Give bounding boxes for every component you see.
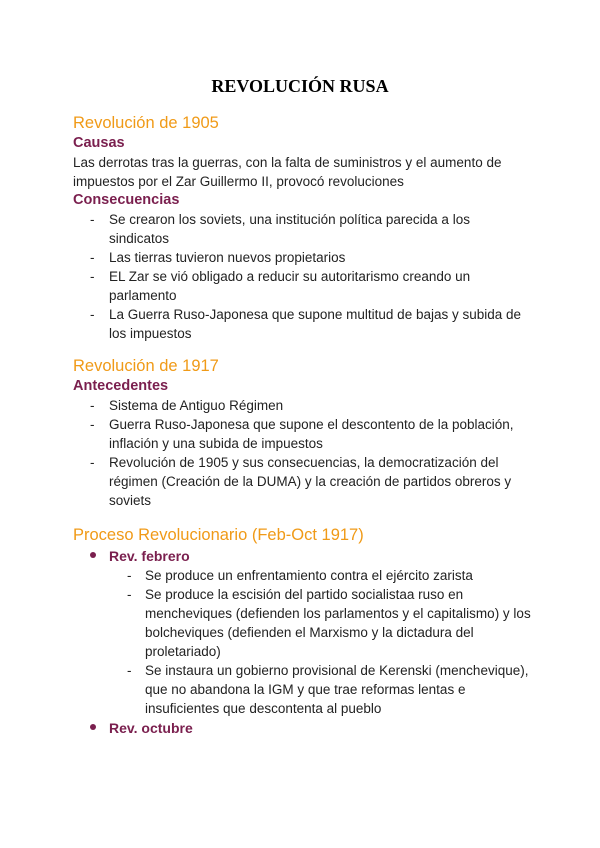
list-item-text: Se instaura un gobierno provisional de Kerenski (menchevique), que no abandona la IGM y que trae reformas lentas e insuficientes que descontenta al pueblo: [145, 663, 529, 716]
list-item: [73, 248, 533, 267]
list-item: [73, 267, 533, 305]
febrero-sublist: [73, 566, 533, 718]
dash-marker: -: [90, 212, 95, 227]
list-item-text: Las tierras tuvieron nuevos propietarios: [109, 250, 346, 265]
dash-marker: -: [127, 587, 132, 602]
list-item: [73, 585, 533, 661]
dash-marker: -: [90, 398, 95, 413]
list-item: [73, 305, 533, 343]
list-item: [73, 566, 533, 585]
antecedentes-list: [73, 396, 533, 510]
subheading-antecedentes: Antecedentes: [73, 378, 169, 394]
list-item: [73, 210, 533, 248]
list-item-text: Se crearon los soviets, una institución política parecida a los sindicatos: [109, 212, 470, 246]
causas-paragraph: Las derrotas tras la guerras, con la falta de suministros y el aumento de impuestos por el Zar Guillermo II, provocó revoluciones: [73, 155, 502, 189]
dash-marker: -: [90, 417, 95, 432]
bullet-dot-icon: [90, 724, 96, 730]
bullet-item-octubre: [73, 718, 533, 738]
list-item-text: Sistema de Antiguo Régimen: [109, 398, 284, 413]
list-item-text: Revolución de 1905 y sus consecuencias, la democratización del régimen (Creación de la DUMA) y la creación de partidos obreros y soviets: [109, 455, 512, 508]
list-item: [73, 415, 533, 453]
section-heading-1905: Revolución de 1905: [73, 114, 219, 132]
dash-marker: -: [90, 269, 95, 284]
list-item-text: La Guerra Ruso-Japonesa que supone multitud de bajas y subida de los impuestos: [109, 307, 522, 341]
proceso-list-2: [73, 718, 533, 738]
list-item-text: Se produce un enfrentamiento contra el ejército zarista: [145, 568, 473, 583]
list-item-text: Se produce la escisión del partido socialistaa ruso en mencheviques (defienden los parlamentos y el capitalismo) y los bolcheviques (defienden el Marxismo y la dictadura del proletariado): [145, 587, 531, 659]
dash-marker: -: [127, 663, 132, 678]
list-item-text: Guerra Ruso-Japonesa que supone el descontento de la población, inflación y una subida de impuestos: [109, 417, 514, 451]
list-item: [73, 661, 533, 718]
bullet-item-febrero: [73, 546, 533, 566]
dash-marker: -: [127, 568, 132, 583]
subheading-causas: Causas: [73, 135, 125, 151]
list-item: [73, 396, 533, 415]
section-heading-1917: Revolución de 1917: [73, 357, 219, 375]
subheading-consecuencias: Consecuencias: [73, 192, 180, 208]
page-title: REVOLUCIÓN RUSA: [211, 76, 389, 96]
bullet-label-febrero: Rev. febrero: [109, 548, 190, 564]
list-item-text: EL Zar se vió obligado a reducir su autoritarismo creando un parlamento: [109, 269, 471, 303]
dash-marker: -: [90, 455, 95, 470]
dash-marker: -: [90, 307, 95, 322]
proceso-list: [73, 546, 533, 566]
bullet-dot-icon: [90, 552, 96, 558]
list-item: [73, 453, 533, 510]
consecuencias-list: [73, 210, 533, 343]
section-heading-proceso: Proceso Revolucionario (Feb-Oct 1917): [73, 526, 364, 544]
document-body: [73, 112, 533, 738]
dash-marker: -: [90, 250, 95, 265]
bullet-label-octubre: Rev. octubre: [109, 720, 193, 736]
